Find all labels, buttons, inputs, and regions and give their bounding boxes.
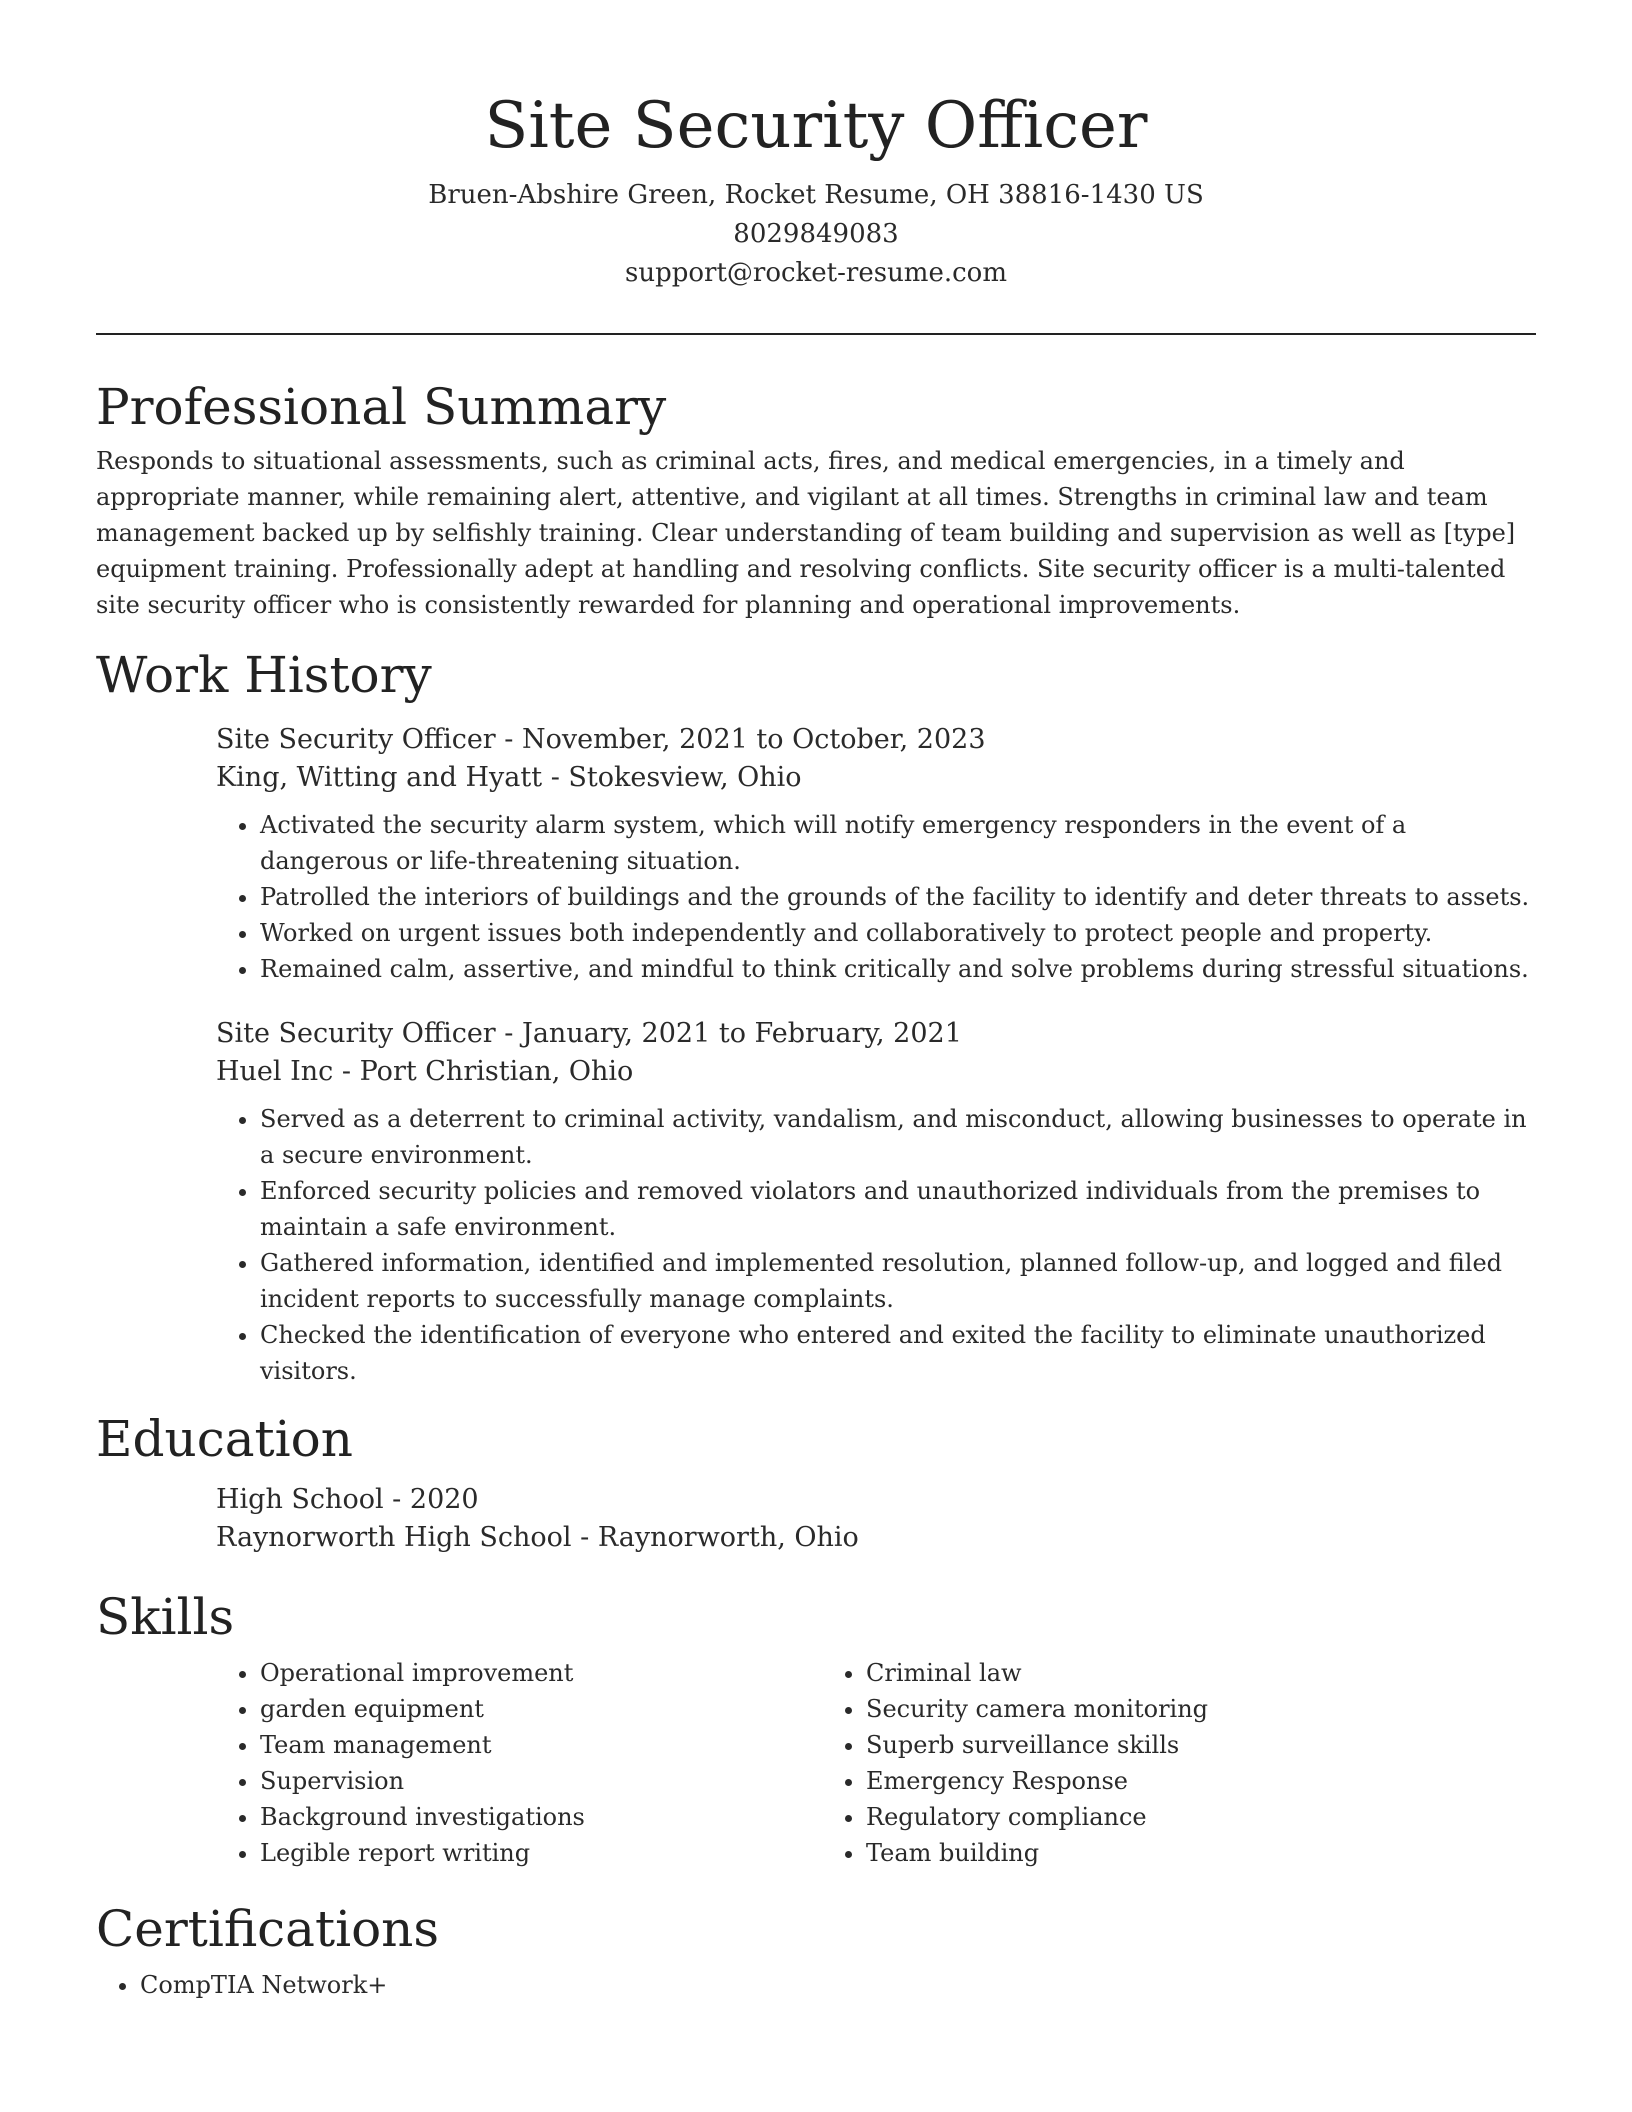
professional-summary-section	[96, 375, 1536, 623]
job-dates: January, 2021 to February, 2021	[522, 1018, 962, 1049]
job-company-line	[216, 1053, 1536, 1091]
job-bullet: • Served as a deterrent to criminal activity, vandalism, and misconduct, allowing businesses to operate in a secure environment.	[260, 1101, 1536, 1173]
school-name: Raynorworth High School	[216, 1522, 572, 1553]
school-location: Raynorworth, Ohio	[597, 1522, 859, 1553]
skill-item: • Team building	[866, 1835, 1208, 1871]
separator: -	[542, 762, 569, 793]
job-location: Port Christian, Ohio	[359, 1056, 634, 1087]
certifications-section	[96, 1897, 1536, 2003]
graduation-year: 2020	[409, 1484, 479, 1515]
skill-item: • Operational improvement	[260, 1655, 822, 1691]
job-bullets	[216, 807, 1536, 987]
skills-column-right	[822, 1655, 1208, 1871]
job-company: King, Witting and Hyatt	[216, 762, 543, 793]
section-title-education: Education	[96, 1410, 353, 1468]
job-dates: November, 2021 to October, 2023	[522, 724, 986, 755]
job-entry	[216, 1015, 1536, 1389]
header-divider	[96, 333, 1536, 335]
separator: -	[571, 1522, 598, 1553]
job-bullet: • Worked on urgent issues both independently and collaboratively to protect people and property.	[260, 915, 1536, 951]
education-entry	[216, 1481, 1536, 1557]
school-line	[216, 1519, 1536, 1557]
job-bullet: • Gathered information, identified and implemented resolution, planned follow-up, and logged and filed incident reports to successfully manage complaints.	[260, 1245, 1536, 1317]
job-company-line	[216, 759, 1536, 797]
degree: High School	[216, 1484, 384, 1515]
job-bullets	[216, 1101, 1536, 1389]
skills-section	[96, 1585, 1536, 1871]
phone-number: 8029849083	[733, 219, 899, 249]
job-location: Stokesview, Ohio	[568, 762, 802, 793]
section-title-certifications: Certifications	[96, 1900, 440, 1958]
skill-item: • Emergency Response	[866, 1763, 1208, 1799]
summary-text: Responds to situational assessments, such as criminal acts, fires, and medical emergencies, in a timely and appropriate manner, while remaining alert, attentive, and vigilant at all times. Strengths in criminal law and team management backed up by selfishly training. Clear understanding of team building and supervision as well as [type] equipment training. Professionally adept at handling and resolving conflicts. Site security officer is a multi-talented site security officer who is consistently rewarded for planning and operational improvements.	[96, 447, 1516, 619]
job-bullet: • Patrolled the interiors of buildings and the grounds of the facility to identify and deter threats to assets.	[260, 879, 1536, 915]
section-title-summary: Professional Summary	[96, 378, 667, 436]
job-company: Huel Inc	[216, 1056, 334, 1087]
skill-item: • Team management	[260, 1727, 822, 1763]
skill-item: • Supervision	[260, 1763, 822, 1799]
job-entry	[216, 721, 1536, 987]
skill-item: • Superb surveillance skills	[866, 1727, 1208, 1763]
separator: -	[383, 1484, 410, 1515]
email-address: support@rocket-resume.com	[624, 258, 1007, 288]
section-title-skills: Skills	[96, 1588, 235, 1646]
address: Bruen-Abshire Green, Rocket Resume, OH 38816-1430 US	[428, 180, 1204, 210]
job-bullet: • Remained calm, assertive, and mindful to think critically and solve problems during stressful situations.	[260, 951, 1536, 987]
skills-column-left	[216, 1655, 822, 1871]
certifications-list	[96, 1967, 1536, 2003]
job-position: Site Security Officer	[216, 1018, 496, 1049]
job-title-line	[216, 1015, 1536, 1053]
job-title-line	[216, 721, 1536, 759]
skill-item: • Criminal law	[866, 1655, 1208, 1691]
certification-item: • CompTIA Network+	[140, 1967, 1536, 2003]
section-title-work-history: Work History	[96, 646, 432, 704]
job-bullet: • Checked the identification of everyone who entered and exited the facility to eliminate unauthorized visitors.	[260, 1317, 1536, 1389]
job-bullet: • Activated the security alarm system, which will notify emergency responders in the event of a dangerous or life-threatening situation.	[260, 807, 1536, 879]
degree-line	[216, 1481, 1536, 1519]
skill-item: • Security camera monitoring	[866, 1691, 1208, 1727]
skill-item: • Legible report writing	[260, 1835, 822, 1871]
candidate-name: Site Security Officer	[484, 89, 1148, 163]
education-section	[96, 1407, 1536, 1557]
separator: -	[495, 1018, 523, 1049]
contact-block	[96, 176, 1536, 293]
skill-item: • Background investigations	[260, 1799, 822, 1835]
skill-item: • Regulatory compliance	[866, 1799, 1208, 1835]
job-position: Site Security Officer	[216, 724, 496, 755]
separator: -	[495, 724, 523, 755]
skill-item: • garden equipment	[260, 1691, 822, 1727]
job-bullet: • Enforced security policies and removed violators and unauthorized individuals from the premises to maintain a safe environment.	[260, 1173, 1536, 1245]
work-history-section	[96, 643, 1536, 1389]
skills-grid	[216, 1655, 1536, 1871]
resume-header	[96, 0, 1536, 293]
separator: -	[333, 1056, 360, 1087]
